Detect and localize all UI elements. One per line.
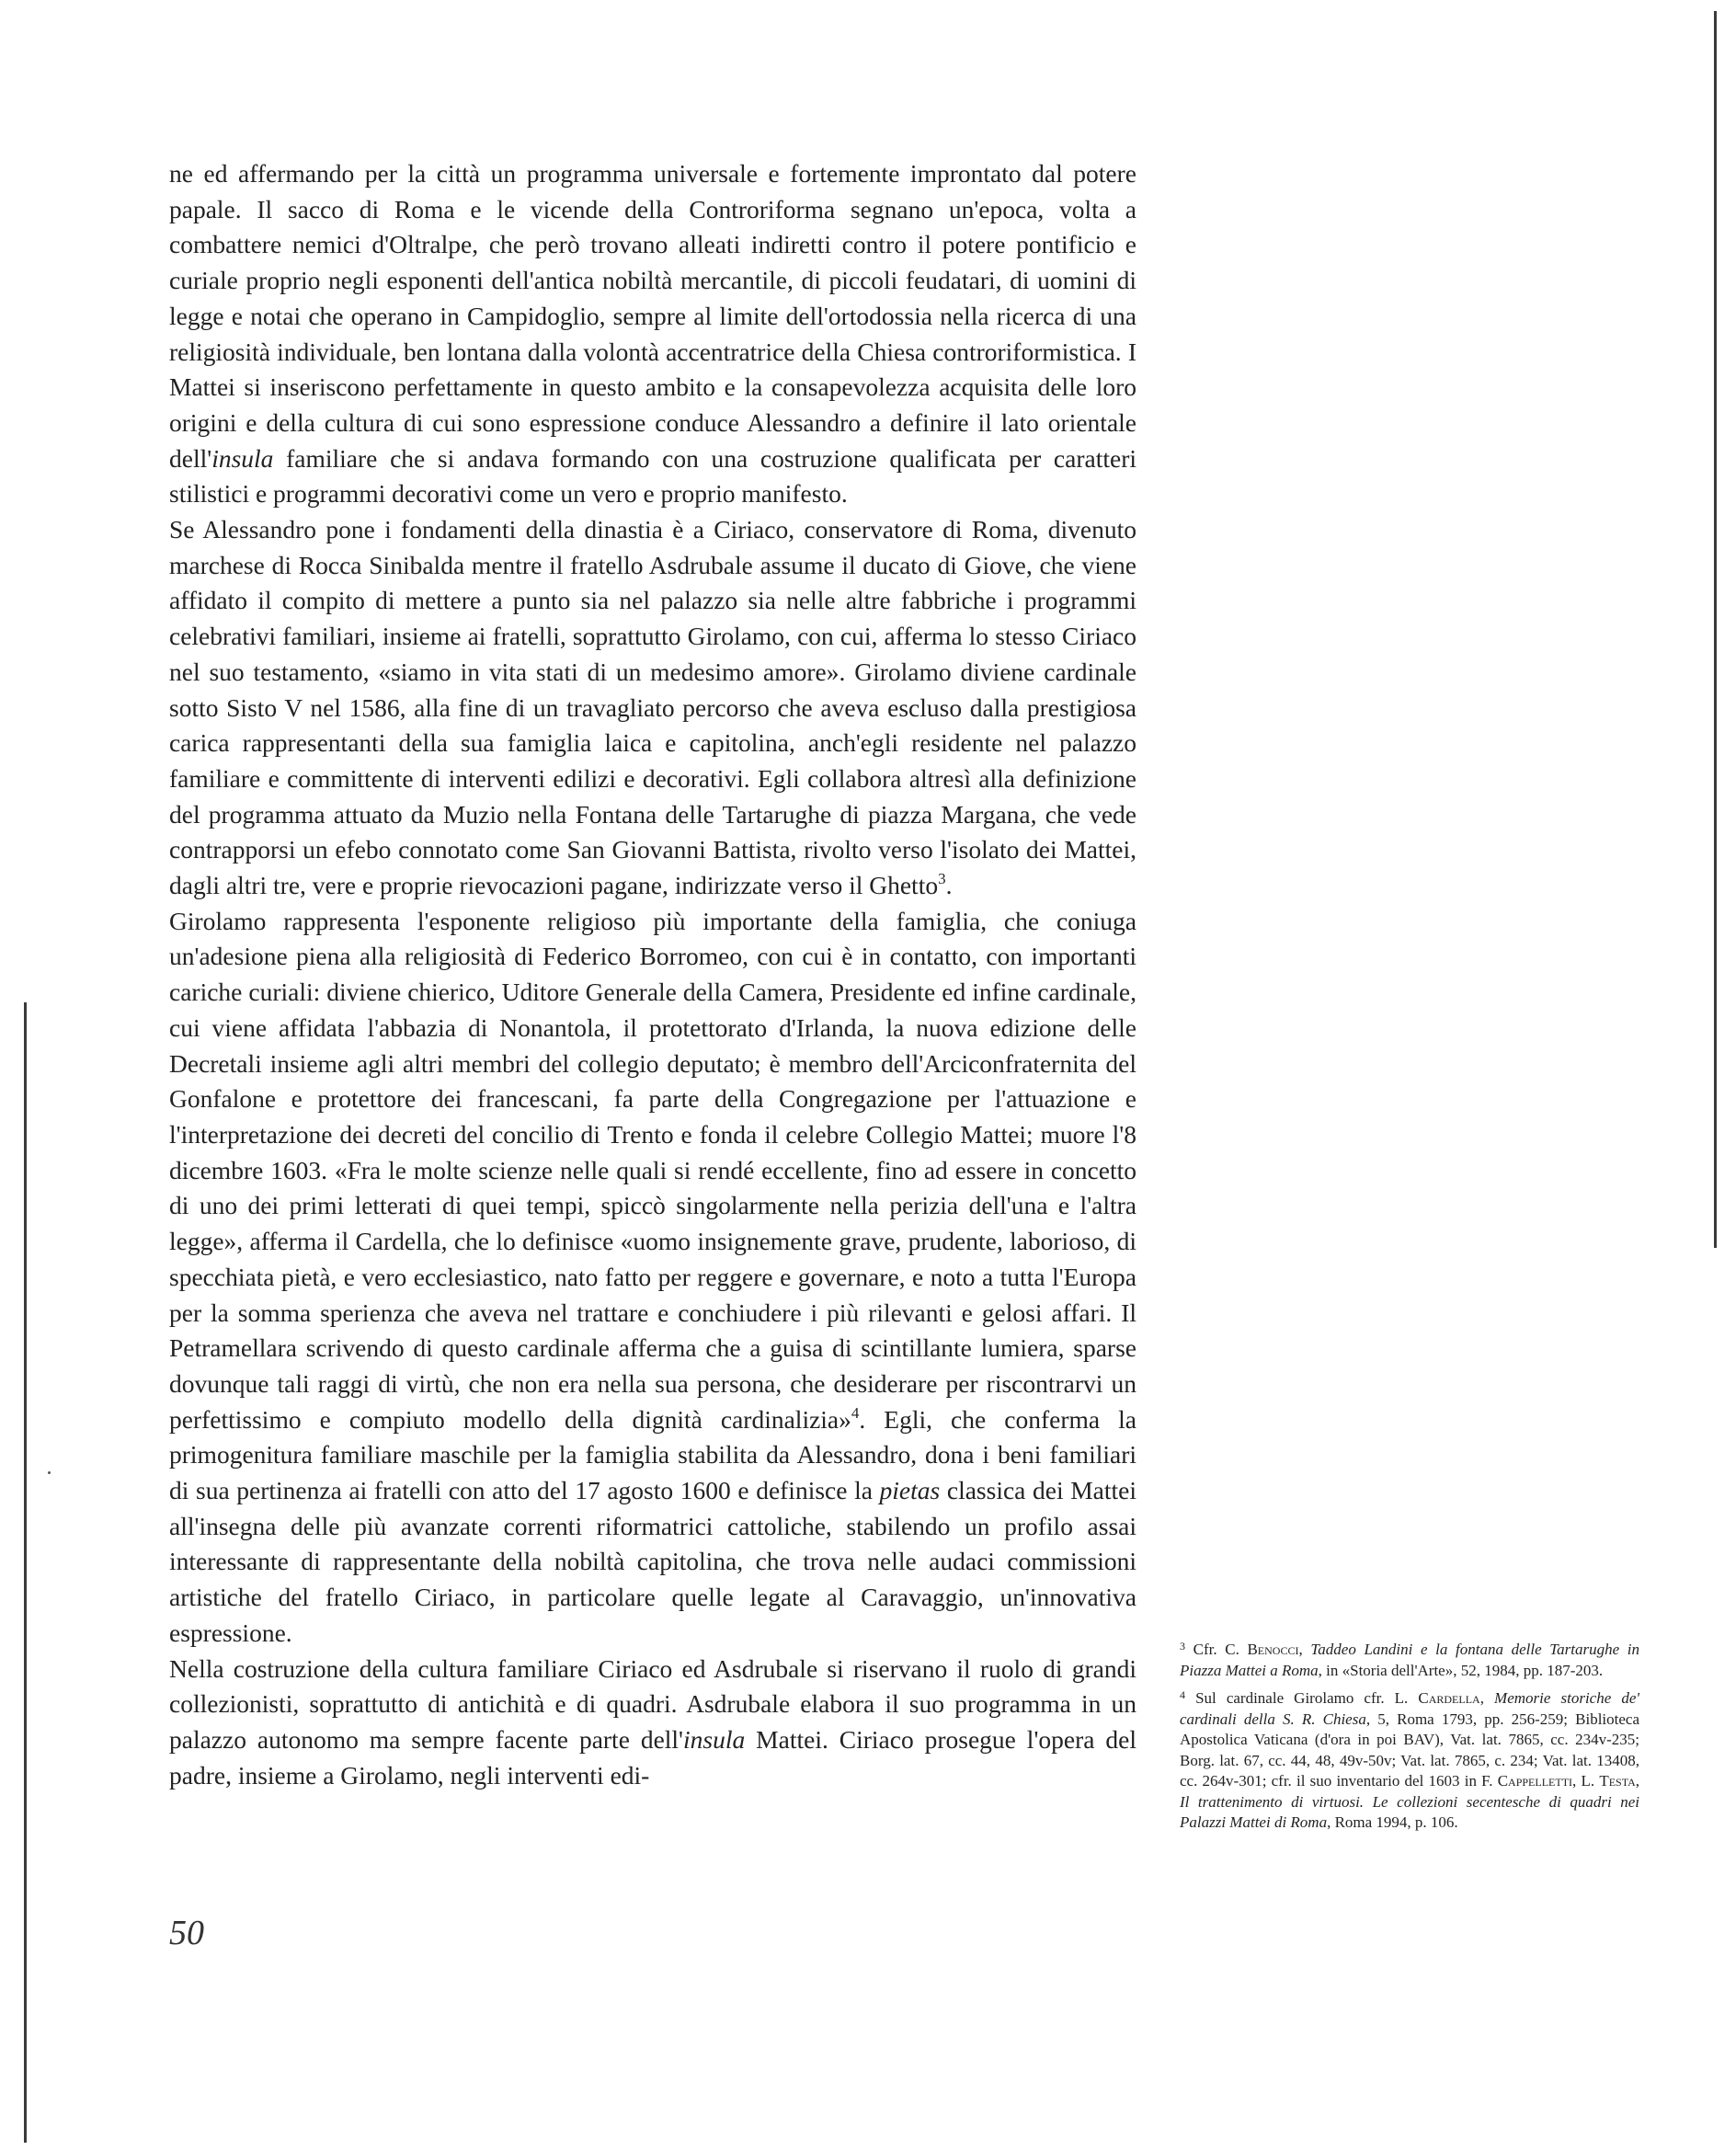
footnotes-column — [1180, 1640, 1639, 1841]
footnote-4-title-1: Memorie storiche de' cardinali della S. R. Chiesa — [1180, 1689, 1640, 1728]
paragraph-4-text-b: Mattei. Ciriaco prosegue l'opera del padre, insieme a Girolamo, negli interventi edi- — [169, 1724, 1136, 1790]
paragraph-2-text-b: . — [945, 871, 953, 900]
paragraph-3-italic: pietas — [879, 1476, 941, 1505]
paragraph-4-text-a: Nella costruzione della cultura familiare Ciriaco ed Asdrubale si riservano il ruolo di grandi collezionisti, soprattutto di antichità e di quadri. Asdrubale elabora il suo programma in un palazzo autonomo ma sempre facente parte dell' — [169, 1653, 1136, 1754]
footnote-4 — [1180, 1688, 1639, 1834]
paragraph-3-text-a: Girolamo rappresenta l'esponente religioso più importante della famiglia, che coniuga un'adesione piena alla religiosità di Federico Borromeo, con cui è in contatto, con importanti cariche curiali: diviene chierico, Uditore Generale della Camera, Presidente ed infine cardinale, cui viene affidata l'abbazia di Nonantola, il protettorato d'Irlanda, la nuova edizione delle Decretali insieme agli altri membri del collegio deputato; è membro dell'Arciconfraternita del Gonfalone e protettore dei francescani, fa parte della Congregazione per l'attuazione e l'interpretazione dei decreti del concilio di Trento e fonda il celebre Collegio Mattei; muore l'8 dicembre 1603. «Fra le molte scienze nelle quali si rendé eccellente, fino ad essere in concetto di uno dei primi letterati di quei tempi, spiccò singolarmente nella perizia dell'una e l'altra legge», afferma il Cardella, che lo definisce «uomo insignemente grave, prudente, laborioso, di specchiata pietà, e vero ecclesiastico, nato fatto per reggere e governare, e noto a tutta l'Europa per la somma sperienza che aveva nel trattare e conchiudere i più rilevanti e gelosi affari. Il Petramellara scrivendo di questo cardinale afferma che a guisa di scintillante lumiera, sparse dovunque tali raggi di virtù, che non era nella sua persona, che desiderare per riscontrarvi un perfettissimo e compiuto modello della dignità cardinalizia» — [169, 906, 1136, 1434]
footnote-4-author-3: Testa — [1599, 1772, 1636, 1790]
footnote-3-text-c: , in «Storia dell'Arte», 52, 1984, pp. 187-203. — [1318, 1661, 1604, 1679]
paragraph-4-italic: insula — [683, 1724, 746, 1754]
paragraph-1 — [169, 156, 1136, 512]
footnote-3-number: 3 — [1180, 1640, 1185, 1653]
paragraph-3-text-c: classica dei Mattei all'insegna delle più avanzate correnti riformatrici cattoliche, stabilendo un profilo assai interessante di rappresentante della nobiltà capitolina, che trova nelle audaci commissioni artistiche del fratello Ciriaco, in particolare quelle legate al Caravaggio, un'innovativa espressione. — [169, 1476, 1137, 1647]
footnote-3 — [1180, 1640, 1639, 1681]
right-margin-rule — [1714, 11, 1717, 1248]
footnote-ref-4[interactable]: 4 — [851, 1403, 860, 1422]
footnote-3-text-b: , — [1298, 1641, 1311, 1658]
footnote-4-text-c: , 5, Roma 1793, pp. 256-259; Biblioteca Apostolica Vaticana (d'ora in poi BAV), Vat. lat. 7865, cc. 234v-235; Borg. lat. 67, cc. 44, 48, 49v-50v; Vat. lat. 7865, c. 234; Vat. lat. 13408, cc. 264v-301; cfr. il suo inventario del 1603 in F. — [1180, 1710, 1639, 1790]
paragraph-1-text-a: ne ed affermando per la città un programma universale e fortemente improntato dal potere papale. Il sacco di Roma e le vicende della Controriforma segnano un'epoca, volta a combattere nemici d'Oltralpe, che però trovano alleati indiretti contro il potere pontificio e curiale proprio negli esponenti dell'antica nobiltà mercantile, di piccoli feudatari, di uomini di legge e notai che operano in Campidoglio, sempre al limite dell'ortodossia nella ricerca di una religiosità individuale, ben lontana dalla volontà accentratrice della Chiesa controriformistica. I Mattei si inseriscono perfettamente in questo ambito e la consapevolezza acquisita delle loro origini e della cultura di cui sono espressione conduce Alessandro a definire il lato orientale dell' — [169, 159, 1136, 473]
paragraph-1-italic: insula — [211, 443, 274, 473]
main-text-column — [169, 156, 1136, 1793]
page-number: 50 — [169, 1914, 204, 1952]
footnote-4-text-d: , L. — [1572, 1772, 1600, 1790]
footnote-4-number: 4 — [1180, 1688, 1185, 1701]
footnote-ref-3[interactable]: 3 — [938, 870, 946, 888]
footnote-4-text-a: Sul cardinale Girolamo cfr. L. — [1195, 1689, 1419, 1707]
paragraph-3-text-b: . Egli, che conferma la primogenitura familiare maschile per la famiglia stabilita da Alessandro, dona i beni familiari di sua pertinenza ai fratelli con atto del 17 agosto 1600 e definisce la — [169, 1404, 1136, 1505]
paragraph-2 — [169, 512, 1136, 904]
scan-speck — [48, 1471, 51, 1474]
footnote-4-text-b: , — [1479, 1689, 1495, 1707]
footnote-4-author-2: Cappelletti — [1497, 1772, 1573, 1790]
paragraph-4 — [169, 1652, 1136, 1794]
footnote-4-text-f: , Roma 1994, p. 106. — [1327, 1813, 1458, 1831]
footnote-4-title-2: Il trattenimento di virtuosi. Le collezioni secentesche di quadri nei Palazzi Mattei di Roma — [1180, 1792, 1639, 1831]
footnote-4-text-e: , — [1635, 1772, 1639, 1790]
paragraph-2-text-a: Se Alessandro pone i fondamenti della dinastia è a Ciriaco, conservatore di Roma, divenuto marchese di Rocca Sinibalda mentre il fratello Asdrubale assume il ducato di Giove, che viene affidato il compito di mettere a punto sia nel palazzo sia nelle altre fabbriche i programmi celebrativi familiari, insieme ai fratelli, soprattutto Girolamo, con cui, afferma lo stesso Ciriaco nel suo testamento, «siamo in vita stati di un medesimo amore». Girolamo diviene cardinale sotto Sisto V nel 1586, alla fine di un travagliato percorso che aveva escluso dalla prestigiosa carica rappresentanti della sua famiglia laica e capitolina, anch'egli residente nel palazzo familiare e committente di interventi edilizi e decorativi. Egli collabora altresì alla definizione del programma attuato da Muzio nella Fontana delle Tartarughe di piazza Margana, che vede contrapporsi un efebo connotato come San Giovanni Battista, rivolto verso l'isolato dei Mattei, dagli altri tre, vere e proprie rievocazioni pagane, indirizzate verso il Ghetto — [169, 515, 1136, 900]
paragraph-3 — [169, 904, 1136, 1652]
left-margin-rule — [24, 1002, 27, 2143]
paragraph-1-text-b: familiare che si andava formando con una costruzione qualificata per caratteri stilistici e programmi decorativi come un vero e proprio manifesto. — [169, 443, 1136, 509]
footnote-3-text-a: Cfr. C. — [1193, 1641, 1248, 1658]
footnote-3-title: Taddeo Landini e la fontana delle Tartarughe in Piazza Mattei a Roma — [1180, 1641, 1640, 1679]
footnote-3-author: Benocci — [1247, 1641, 1299, 1658]
footnote-4-author-1: Cardella — [1418, 1689, 1480, 1707]
